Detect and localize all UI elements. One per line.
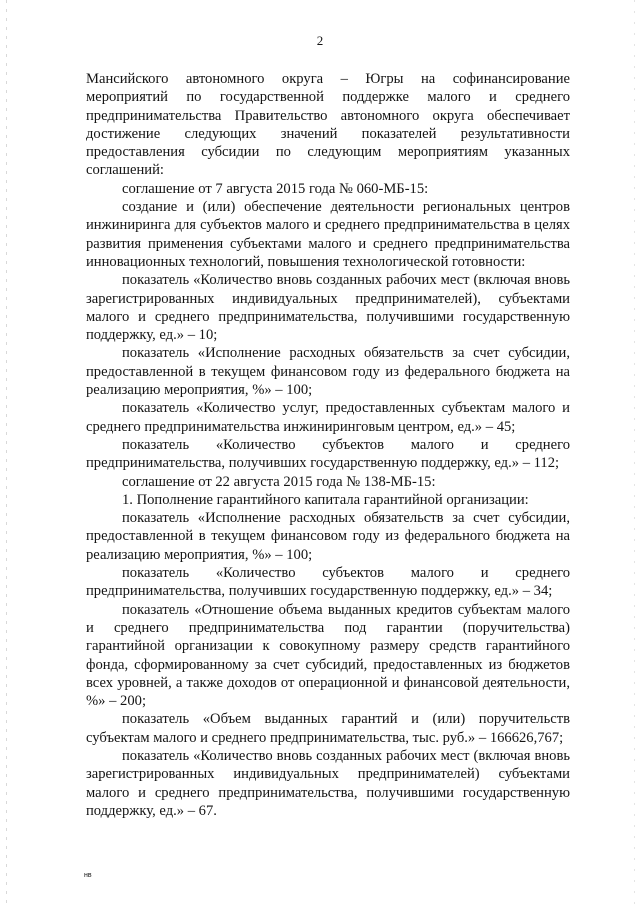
paragraph: Мансийского автономного округа – Югры на софинансирование мероприятий по государственной поддержке малого и среднего предпринимательства Правительство автономного округа обеспечивает достижение следующих значений показателей результативности предоставления субсидии по следующим мероприятиям указанных соглашений: (86, 71, 570, 179)
paragraph: создание и (или) обеспечение деятельности региональных центров инжиниринга для субъектов малого и среднего предпринимательства в целях развития применения субъектами малого и среднего предпринимательства инновационных технологий, повышения технологической готовности: (86, 199, 570, 270)
document-body (86, 70, 570, 820)
scan-edge-right (634, 0, 635, 905)
paragraph: показатель «Исполнение расходных обязательств за счет субсидии, предоставленной в текущем финансовом году из федерального бюджета на реализацию мероприятия, %» – 100; (86, 510, 570, 563)
paragraph: показатель «Количество услуг, предоставленных субъектам малого и среднего предпринимательства инжиниринговым центром, ед.» – 45; (86, 400, 570, 435)
paragraph: показатель «Объем выданных гарантий и (или) поручительств субъектам малого и среднего предпринимательства, тыс. руб.» – 166626,767; (86, 711, 570, 746)
paragraph: показатель «Количество вновь созданных рабочих мест (включая вновь зарегистрированных индивидуальных предпринимателей), субъектами малого и среднего предпринимательства, получившими государственную поддержку, ед.» – 10; (86, 272, 570, 344)
paragraph: показатель «Отношение объема выданных кредитов субъектам малого и среднего предпринимательства под гарантии (поручительства) гарантийной организации к совокупному размеру средств гарантийного фонда, сформированному за счет субсидий, предоставленных из бюджетов всех уровней, а также доходов от операционной и финансовой деятельности, %» – 200; (86, 601, 570, 710)
paragraph: показатель «Количество вновь созданных рабочих мест (включая вновь зарегистрированных индивидуальных предпринимателей) субъектами малого и среднего предпринимательства, получившими государственную поддержку, ед.» – 67. (86, 747, 570, 819)
paragraph: показатель «Исполнение расходных обязательств за счет субсидии, предоставленной в текущем финансовом году из федерального бюджета на реализацию мероприятия, %» – 100; (86, 345, 570, 399)
paragraph: 1. Пополнение гарантийного капитала гарантийной организации: (122, 491, 529, 508)
footer-mark: нв (84, 872, 92, 879)
paragraph: показатель «Количество субъектов малого и среднего предпринимательства, получивших государственную поддержку, ед.» – 112; (86, 436, 570, 472)
paragraph: соглашение от 22 августа 2015 года № 138-МБ-15: (122, 473, 436, 490)
paragraph: соглашение от 7 августа 2015 года № 060-МБ-15: (122, 180, 429, 197)
scan-edge-left (6, 0, 7, 905)
paragraph: показатель «Количество субъектов малого и среднего предпринимательства, получивших государственную поддержку, ед.» – 34; (86, 565, 570, 600)
page-number: 2 (316, 33, 324, 48)
